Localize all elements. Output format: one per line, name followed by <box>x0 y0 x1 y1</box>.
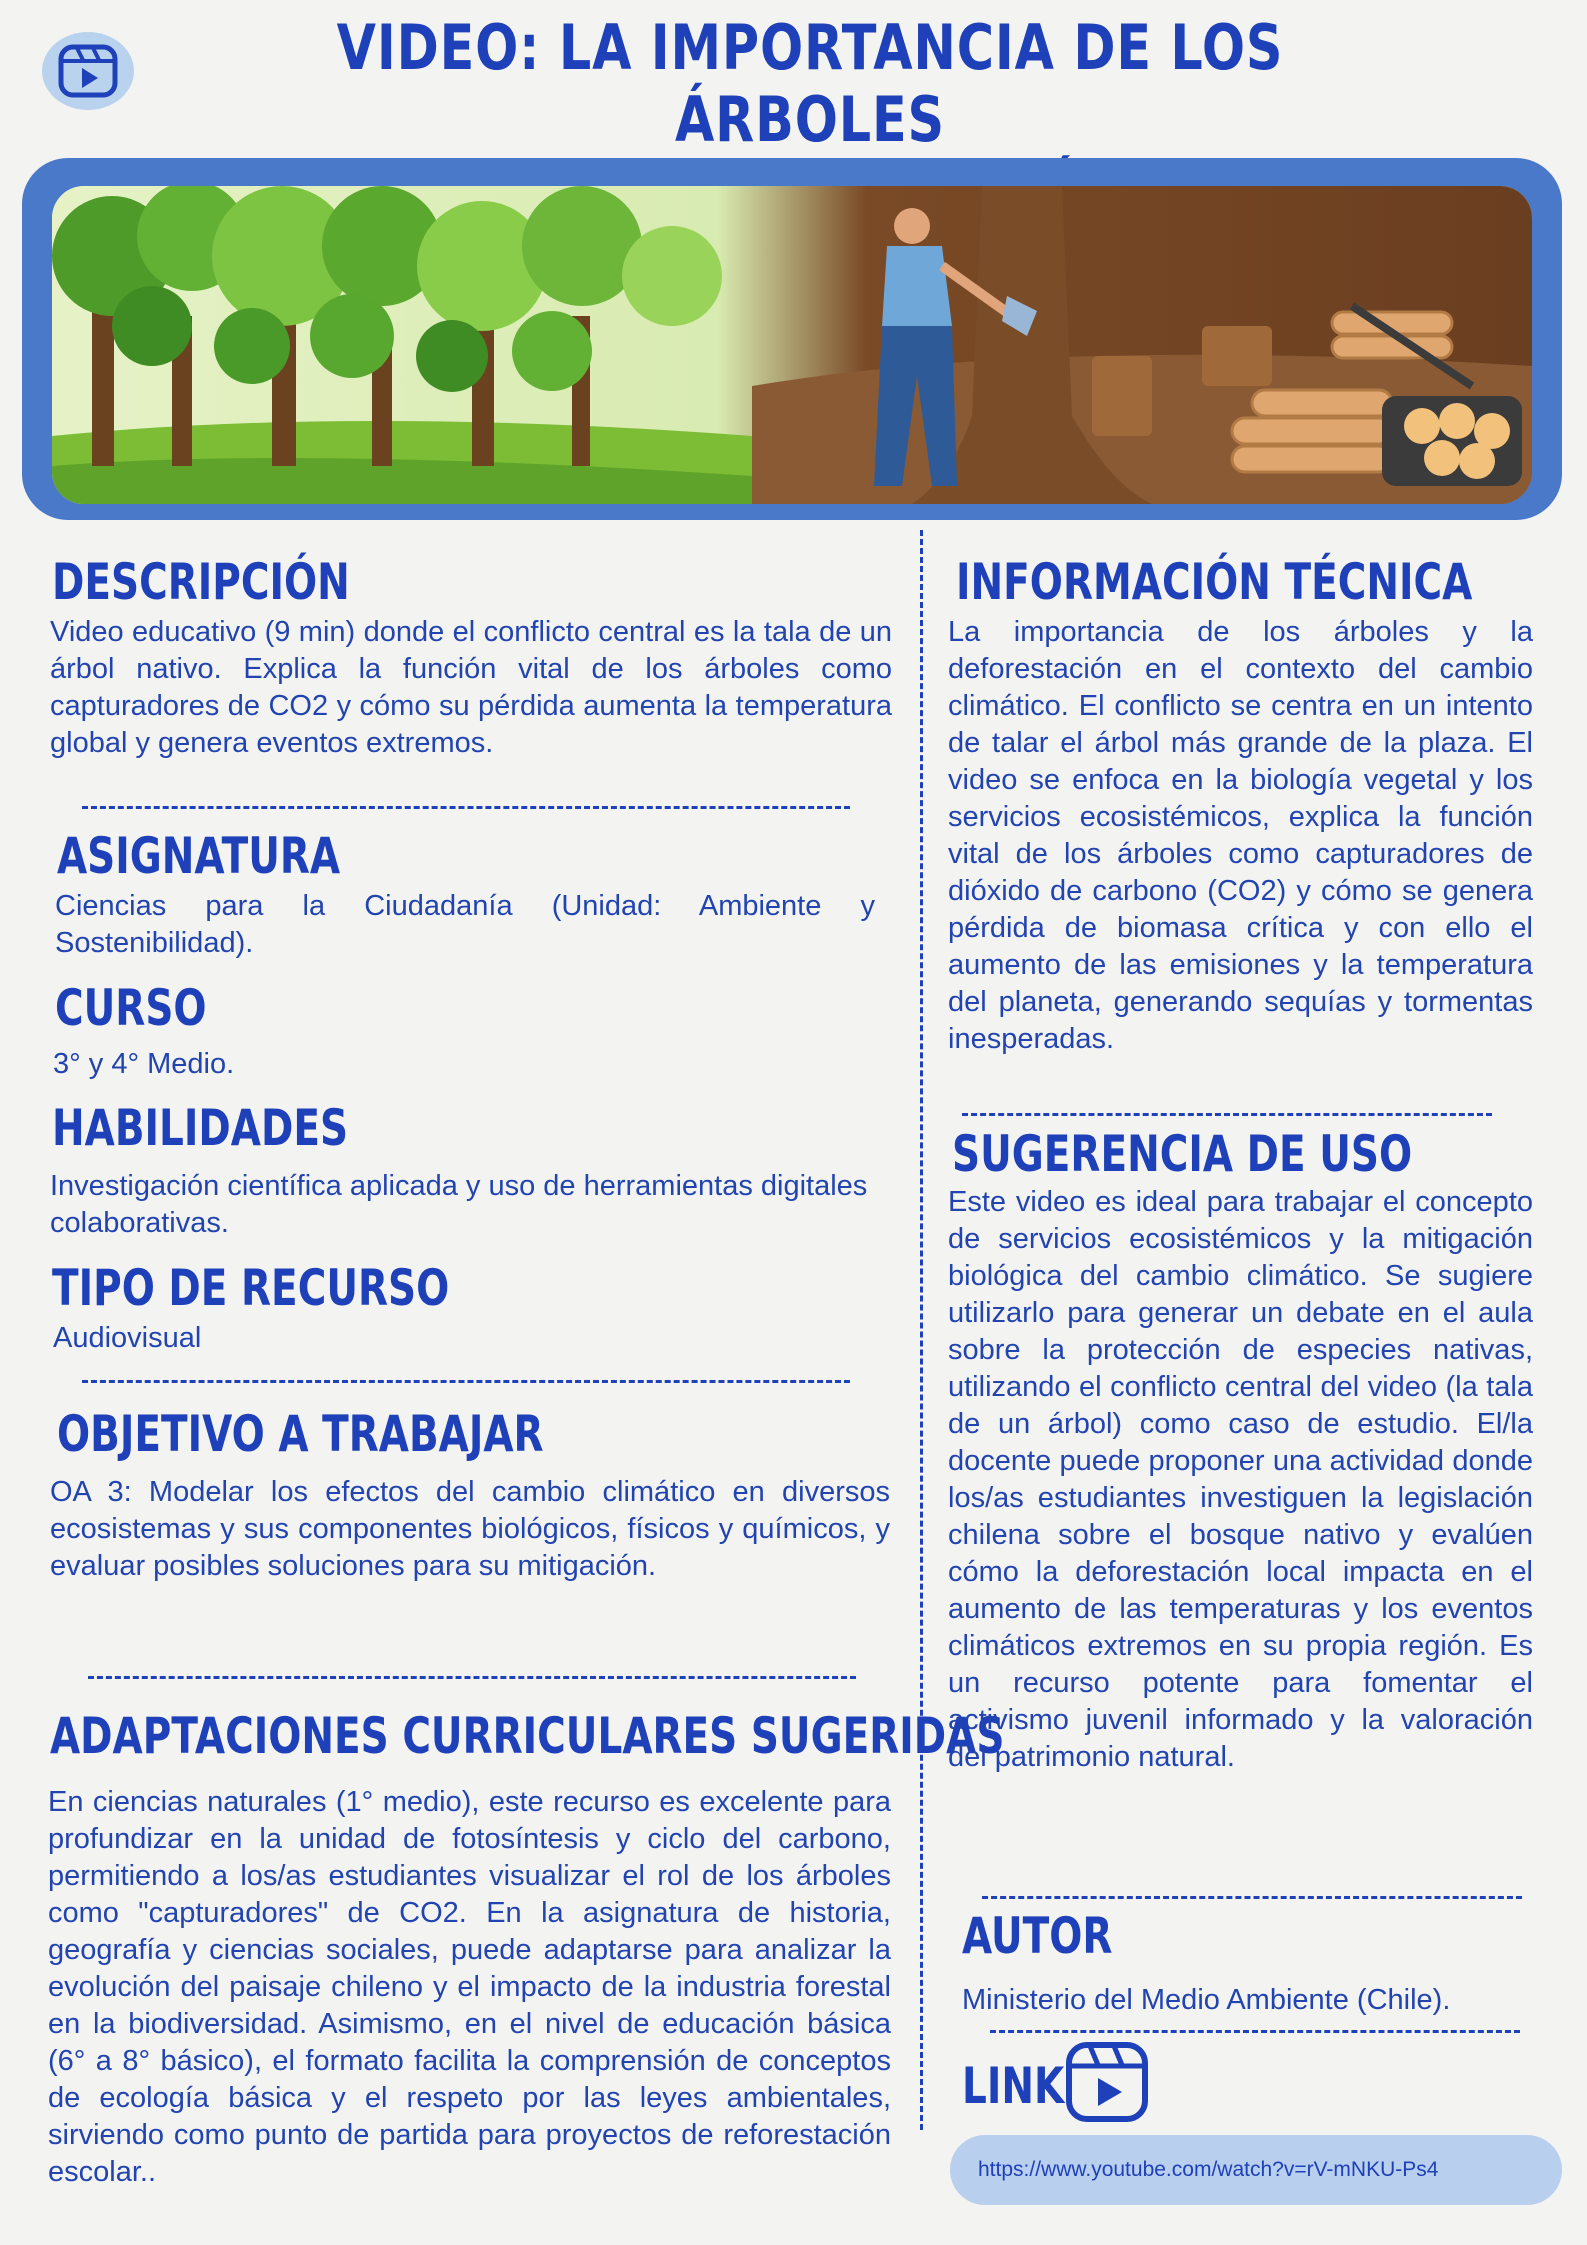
sugerencia-text: Este video es ideal para trabajar el concepto de servicios ecosistémicos y la mitigación biológica del cambio climático. Se sugiere utilizarlo para generar un debate en el aula sobre la protección de especies nativas, utilizando el conflicto central del video (la tala de un árbol) como caso de estudio. El/la docente puede proponer una actividad donde los/as estudiantes investiguen la legislación chilena sobre el bosque nativo y evalúen cómo la deforestación local impacta en el aumento de las temperaturas y los eventos climáticos extremos en su propia región. Es un recurso potente para fomentar el activismo juvenil informado y la valoración del patrimonio natural. <box>948 1186 1533 1773</box>
objetivo-heading: OBJETIVO A TRABAJAR <box>57 1405 544 1463</box>
divider <box>88 1676 856 1679</box>
adaptaciones-heading: ADAPTACIONES CURRICULARES SUGERIDAS <box>50 1707 1005 1765</box>
link-heading: LINK <box>962 2057 1065 2115</box>
info-tecnica-text: La importancia de los árboles y la deforestación en el contexto del cambio climático. El conflicto se centra en un intento de talar el árbol más grande de la plaza. El video se enfoca en la biología vegetal y los servicios ecosistémicos, explica la función vital de los árboles como capturadores de dióxido de carbono (CO2) y cómo se genera pérdida de biomasa crítica y con ello el aumento de las emisiones y la temperatura del planeta, generando sequías y tormentas inesperadas. <box>948 616 1533 1055</box>
divider <box>990 2030 1520 2033</box>
video-link[interactable] <box>950 2135 1562 2205</box>
divider <box>82 806 850 809</box>
objetivo-text: OA 3: Modelar los efectos del cambio climático en diversos ecosistemas y sus componentes biológicos, físicos y químicos, y evaluar posibles soluciones para su mitigación. <box>50 1476 890 1582</box>
asignatura-text: Ciencias para la Ciudadanía (Unidad: Ambiente y Sostenibilidad). <box>55 890 875 959</box>
divider <box>962 1113 1492 1116</box>
autor-text: Ministerio del Medio Ambiente (Chile). <box>962 1984 1451 2016</box>
video-play-icon[interactable] <box>1064 2040 1150 2124</box>
habilidades-heading: HABILIDADES <box>52 1099 349 1157</box>
descripcion-heading: DESCRIPCIÓN <box>52 553 350 611</box>
video-link-url[interactable]: https://www.youtube.com/watch?v=rV-mNKU-Ps4 <box>978 2158 1439 2181</box>
descripcion-text: Video educativo (9 min) donde el conflicto central es la tala de un árbol nativo. Explica la función vital de los árboles como capturadores de CO2 y cómo su pérdida aumenta la temperatura global y genera eventos extremos. <box>50 616 892 759</box>
adaptaciones-text: En ciencias naturales (1° medio), este recurso es excelente para profundizar en la unidad de fotosíntesis y ciclo del carbono, permitiendo a los/as estudiantes visualizar el rol de los árboles como "capturadores" de CO2. En la asignatura de historia, geografía y ciencias sociales, puede adaptarse para analizar la evolución del paisaje chileno y el impacto de la industria forestal en la biodiversidad. Asimismo, en el nivel de educación básica (6° a 8° básico), el formato facilita la comprensión de conceptos de ecología básica y el respeto por las leyes ambientales, sirviendo como punto de partida para proyectos de reforestación escolar.. <box>48 1786 891 2188</box>
divider <box>82 1380 850 1383</box>
tipo-heading: TIPO DE RECURSO <box>52 1259 450 1317</box>
column-divider <box>920 530 923 2130</box>
sugerencia-heading: SUGERENCIA DE USO <box>952 1125 1413 1183</box>
asignatura-heading: ASIGNATURA <box>57 827 341 885</box>
tipo-text: Audiovisual <box>53 1322 202 1354</box>
title-line-1: VIDEO: LA IMPORTANCIA DE LOS ÁRBOLES <box>336 11 1284 156</box>
deforestation-illustration <box>52 186 1532 504</box>
curso-text: 3° y 4° Medio. <box>53 1048 235 1080</box>
autor-heading: AUTOR <box>962 1907 1113 1965</box>
habilidades-text: Investigación científica aplicada y uso de herramientas digitales colaborativas. <box>50 1170 868 1239</box>
video-play-icon <box>42 32 134 110</box>
curso-heading: CURSO <box>55 979 207 1037</box>
info-tecnica-heading: INFORMACIÓN TÉCNICA <box>956 553 1473 611</box>
divider <box>982 1896 1522 1899</box>
